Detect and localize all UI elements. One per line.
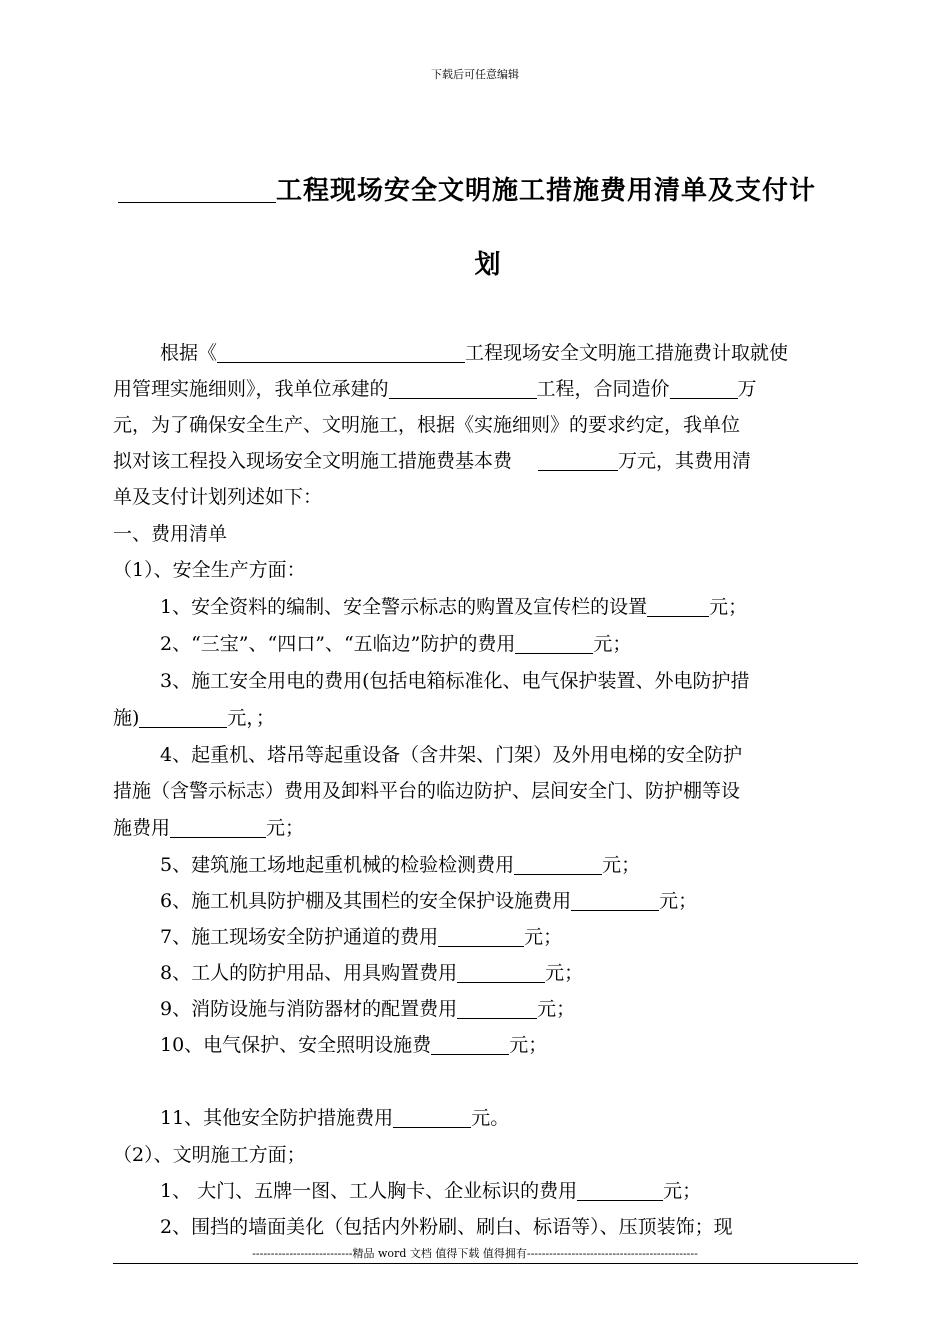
footer-note: ---------------------------精品 word 文档 值得下载 值得拥有---------------------------------------------- [252,1247,698,1260]
list-item [160,1176,701,1203]
item-unit: 元。 [471,1107,510,1129]
item-unit: 元； [593,633,632,655]
list-item [160,592,747,619]
intro-text: 万元，其费用清 [618,450,752,472]
intro-line-2 [113,374,757,401]
item-text: 2、“三宝”、“四口”、“五临边”防护的费用 [160,633,516,655]
list-item: 4、起重机、塔吊等起重设备（含井架、门架）及外用电梯的安全防护 [160,744,743,766]
amount-blank [457,962,545,983]
item-unit: 元； [709,596,748,618]
item-text: 10、电气保护、安全照明设施费 [160,1034,432,1056]
list-item: 3、施工安全用电的费用(包括电箱标准化、电气保护装置、外电防护措 [160,670,750,692]
item-text: 8、工人的防护用品、用具购置费用 [160,962,458,984]
amount-blank [457,998,537,1019]
amount-blank [514,854,602,875]
amount-blank [571,890,659,911]
intro-text: 用管理实施细则》，我单位承建的 [113,378,389,400]
list-item [160,922,562,949]
item-unit: 元； [545,962,584,984]
amount-blank [647,596,709,617]
list-item-cont [113,813,304,840]
item-text: 1、安全资料的编制、安全警示标志的购置及宣传栏的设置 [160,596,648,618]
project-blank [389,378,537,399]
intro-line-5: 单及支付计划列述如下： [113,486,323,508]
list-item [160,629,631,656]
subsection-heading: （1）、安全生产方面： [113,559,306,581]
base-fee-blank [538,450,618,471]
item-unit: 元； [659,890,698,912]
intro-line-1 [160,338,788,365]
list-item [160,1030,547,1057]
item-text: 11、其他安全防护措施费用 [160,1107,394,1129]
item-text: 9、消防设施与消防器材的配置费用 [160,998,458,1020]
intro-text: 工程现场安全文明施工措施费计取就使 [465,342,789,364]
amount-blank [515,633,593,654]
list-item [160,886,697,913]
amount-blank [139,707,227,728]
amount-blank [577,1180,663,1201]
list-item: 2、围挡的墙面美化（包括内外粉刷、刷白、标语等）、压顶装饰；现 [160,1216,733,1238]
amount-blank [438,926,524,947]
intro-text: 根据《 [160,342,218,364]
amount-blank [393,1107,471,1128]
item-unit: 元； [602,854,641,876]
intro-text: 工程，合同造价 [536,378,670,400]
header-note: 下载后可任意编辑 [431,68,519,81]
list-item [160,1103,509,1130]
footer-divider [113,1263,858,1264]
item-unit: 元； [509,1034,548,1056]
intro-line-3: 元，为了确保安全生产、文明施工，根据《实施细则》的要求约定，我单位 [113,414,741,436]
document-title-line2: 划 [474,250,502,280]
item-text: 7、施工现场安全防护通道的费用 [160,926,439,948]
list-item [160,850,640,877]
title-blank [118,175,276,203]
amount-blank [431,1034,509,1055]
list-item-cont: 措施（含警示标志）费用及卸料平台的临边防护、层间安全门、防护棚等设 [113,780,741,802]
item-text: 施) [113,707,140,729]
amount-blank [170,817,266,838]
list-item [160,994,575,1021]
item-text: 5、建筑施工场地起重机械的检验检测费用 [160,854,515,876]
subsection-heading: （2）、文明施工方面； [113,1144,306,1166]
title-text-1: 工程现场安全文明施工措施费用清单及支付计 [276,176,817,206]
item-text: 1、 大门、五牌一图、工人胸卡、企业标识的费用 [160,1180,578,1202]
contract-price-blank [670,378,738,399]
item-unit: 元； [537,998,576,1020]
document-title-line1 [118,170,858,207]
list-item-cont [113,703,275,730]
section-heading: 一、费用清单 [113,523,228,545]
list-item [160,958,583,985]
item-text: 6、施工机具防护棚及其围栏的安全保护设施费用 [160,890,572,912]
item-unit: 元，； [227,707,275,729]
item-unit: 元； [524,926,563,948]
item-text: 施费用 [113,817,171,839]
intro-line-4 [113,446,751,473]
item-unit: 元； [266,817,305,839]
item-unit: 元； [663,1180,702,1202]
intro-text: 万 [737,378,757,400]
project-name-blank [217,342,465,363]
intro-text: 拟对该工程投入现场安全文明施工措施费基本费 [113,450,513,472]
